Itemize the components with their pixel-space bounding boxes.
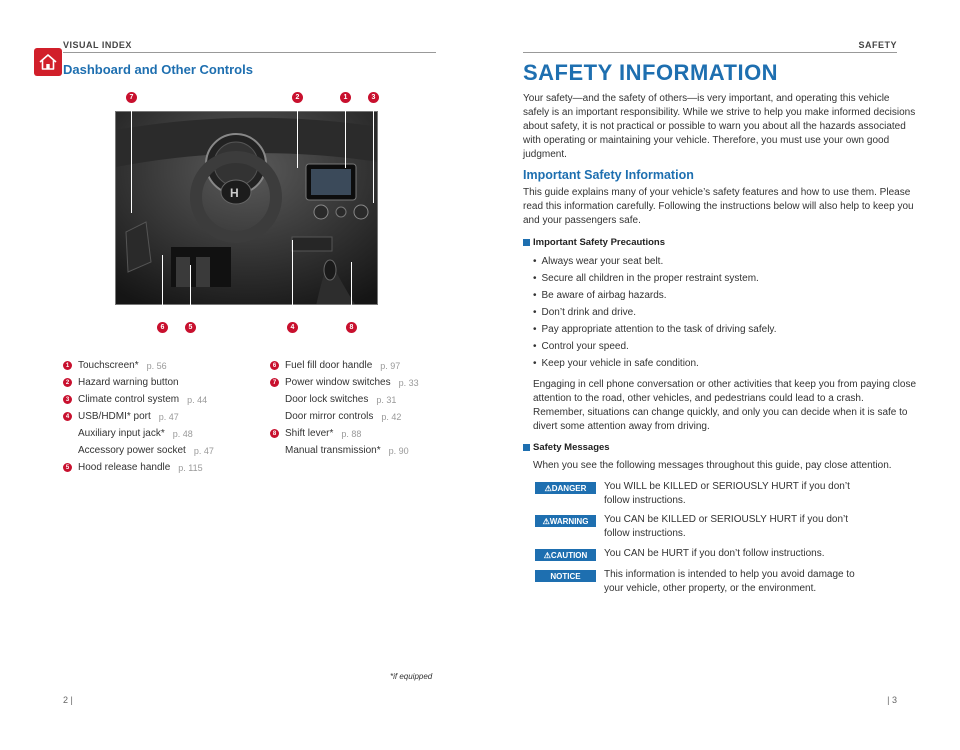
- notice-label: NOTICE: [535, 570, 596, 582]
- message-row-warning: [535, 513, 874, 541]
- messages-intro: When you see the following messages throughout this guide, pay close attention.: [533, 460, 892, 471]
- legend-column-2: [270, 357, 419, 459]
- legend-label: Fuel fill door handle: [285, 360, 373, 371]
- leader-line: [345, 103, 346, 168]
- precautions-heading-text: Important Safety Precautions: [533, 237, 665, 248]
- page-reference[interactable]: p. 48: [172, 428, 193, 439]
- guide-paragraph: This guide explains many of your vehicle’s safety features and how to use them. Please read this information carefully. Following the instructions below will also help to keep you and your passengers safe.: [523, 187, 914, 226]
- marker-7-top: 7: [126, 92, 137, 103]
- home-icon[interactable]: [34, 48, 62, 76]
- legend-column-1: [63, 357, 214, 476]
- legend-number: 7: [270, 378, 279, 387]
- message-row-caution: [535, 547, 874, 561]
- legend-number: 8: [270, 429, 279, 438]
- leader-line: [351, 262, 352, 325]
- legend-item[interactable]: [63, 357, 214, 374]
- legend-number: 2: [63, 378, 72, 387]
- page-reference[interactable]: p. 56: [146, 360, 167, 371]
- legend-item[interactable]: [63, 425, 214, 442]
- list-item: • Don’t drink and drive.: [533, 304, 776, 321]
- message-row-notice: [535, 568, 874, 596]
- legend-number: 5: [63, 463, 72, 472]
- marker-5-bottom: 5: [185, 322, 196, 333]
- page-reference[interactable]: p. 42: [381, 411, 402, 422]
- square-bullet-icon: [523, 444, 530, 451]
- legend-label: Touchscreen*: [78, 360, 139, 371]
- legend-label: Hood release handle: [78, 462, 171, 473]
- page-reference[interactable]: p. 47: [193, 445, 214, 456]
- warning-label: ⚠WARNING: [535, 515, 596, 527]
- legend-label: Auxiliary input jack*: [78, 428, 165, 439]
- section-tag: SAFETY: [858, 40, 897, 50]
- right-page: [480, 0, 960, 750]
- leader-line: [297, 103, 298, 168]
- danger-label: ⚠DANGER: [535, 482, 596, 494]
- legend-item[interactable]: [270, 374, 419, 391]
- message-row-danger: [535, 480, 874, 508]
- legend-item[interactable]: [270, 357, 419, 374]
- legend-label: Accessory power socket: [78, 445, 186, 456]
- page-number: | 3: [887, 695, 897, 705]
- page-reference[interactable]: p. 44: [187, 394, 208, 405]
- list-item: • Secure all children in the proper restraint system.: [533, 270, 776, 287]
- page-reference[interactable]: p. 47: [158, 411, 179, 422]
- legend-item[interactable]: [63, 442, 214, 459]
- messages-heading: [523, 442, 610, 453]
- notice-text: This information is intended to help you avoid damage to your vehicle, other property, or the environment.: [604, 569, 855, 594]
- legend-item[interactable]: [63, 374, 214, 391]
- dashboard-photo: [115, 111, 378, 305]
- legend-label: Power window switches: [285, 377, 391, 388]
- danger-text: You WILL be KILLED or SERIOUSLY HURT if you don’t follow instructions.: [604, 481, 850, 506]
- legend-item[interactable]: [270, 442, 419, 459]
- warning-text: You CAN be KILLED or SERIOUSLY HURT if you don’t follow instructions.: [604, 514, 849, 539]
- marker-1-top: 1: [340, 92, 351, 103]
- section-tag: VISUAL INDEX: [63, 40, 132, 50]
- footnote: *if equipped: [390, 672, 433, 681]
- legend-label: Shift lever*: [285, 428, 334, 439]
- marker-4-bottom: 4: [287, 322, 298, 333]
- legend-label: Door lock switches: [285, 394, 369, 405]
- legend-item[interactable]: [270, 425, 419, 442]
- legend-label: Hazard warning button: [78, 377, 179, 388]
- page-reference[interactable]: p. 33: [398, 377, 419, 388]
- leader-line: [292, 240, 293, 325]
- list-item: • Keep your vehicle in safe condition.: [533, 355, 776, 372]
- legend-label: Climate control system: [78, 394, 180, 405]
- page-title: Dashboard and Other Controls: [63, 62, 253, 77]
- precautions-heading: [523, 237, 665, 248]
- leader-line: [162, 255, 163, 325]
- page-reference[interactable]: p. 90: [388, 445, 409, 456]
- section-subtitle: Important Safety Information: [523, 168, 694, 182]
- cellphone-paragraph: Engaging in cell phone conversation or other activities that keep you from paying close attention to the road, other vehicles, and pedestrians could lead to a crash. Remember, situations can change quickly, and only you can decide when it is safe to divert some attention away from driving.: [533, 379, 917, 432]
- legend-number: 3: [63, 395, 72, 404]
- page-title: SAFETY INFORMATION: [523, 60, 779, 85]
- legend-label: Manual transmission*: [285, 445, 381, 456]
- legend-number: 6: [270, 361, 279, 370]
- legend-item[interactable]: [63, 391, 214, 408]
- svg-text:H: H: [230, 186, 239, 200]
- header-rule: [63, 52, 436, 53]
- marker-2-top: 2: [292, 92, 303, 103]
- marker-3-top: 3: [368, 92, 379, 103]
- legend-item[interactable]: [63, 408, 214, 425]
- caution-text: You CAN be HURT if you don’t follow instructions.: [604, 548, 825, 559]
- marker-8-bottom: 8: [346, 322, 357, 333]
- page-reference[interactable]: p. 88: [341, 428, 362, 439]
- page-reference[interactable]: p. 31: [376, 394, 397, 405]
- legend-item[interactable]: [63, 459, 214, 476]
- list-item: • Always wear your seat belt.: [533, 253, 776, 270]
- list-item: • Be aware of airbag hazards.: [533, 287, 776, 304]
- messages-heading-text: Safety Messages: [533, 442, 610, 453]
- intro-paragraph: Your safety—and the safety of others—is very important, and operating this vehicle safely is an important responsibility. While we strive to help you make informed decisions about safety, it is not practical or possible to warn you about all the hazards associated with operating or maintaining your vehicle. Therefore, you must use your own good judgment.: [523, 93, 916, 160]
- page-reference[interactable]: p. 115: [178, 462, 203, 473]
- legend-number: 1: [63, 361, 72, 370]
- leader-line: [131, 103, 132, 213]
- page-number: 2 |: [63, 695, 73, 705]
- leader-line: [373, 103, 374, 203]
- header-rule: [523, 52, 897, 53]
- leader-line: [190, 265, 191, 325]
- list-item: • Pay appropriate attention to the task of driving safely.: [533, 321, 776, 338]
- legend-number: 4: [63, 412, 72, 421]
- legend-label: Door mirror controls: [285, 411, 374, 422]
- marker-6-bottom: 6: [157, 322, 168, 333]
- square-bullet-icon: [523, 239, 530, 246]
- list-item: • Control your speed.: [533, 338, 776, 355]
- page-reference[interactable]: p. 97: [380, 360, 401, 371]
- precautions-list: [533, 253, 776, 372]
- caution-label: ⚠CAUTION: [535, 549, 596, 561]
- legend-label: USB/HDMI* port: [78, 411, 151, 422]
- legend-item[interactable]: [270, 408, 419, 425]
- legend-item[interactable]: [270, 391, 419, 408]
